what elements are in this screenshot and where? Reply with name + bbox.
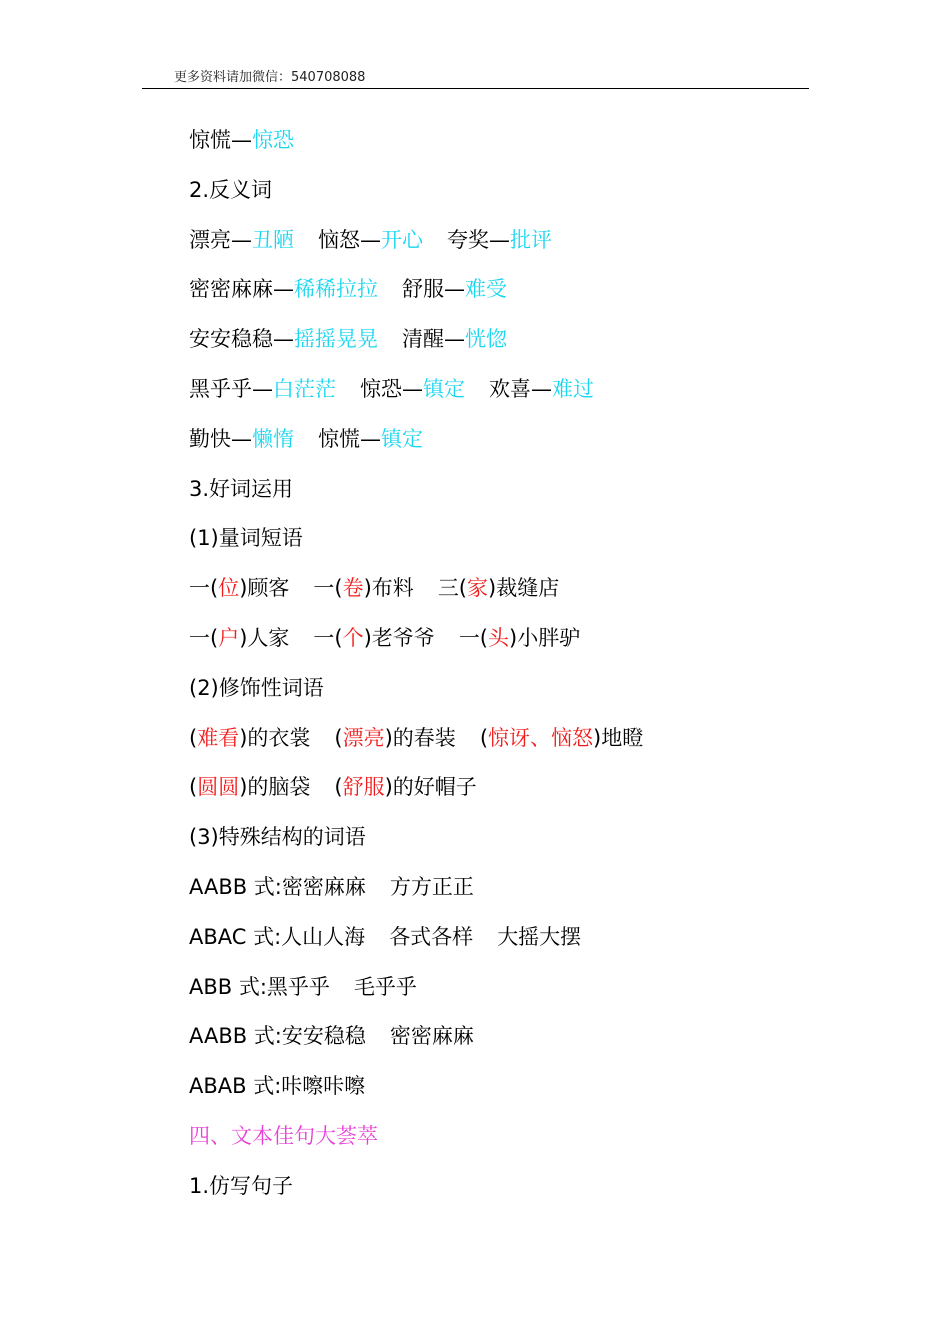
text: )顾客 (239, 576, 290, 601)
section-sentences (189, 1118, 643, 1168)
line-5 (189, 321, 643, 371)
line-14 (189, 769, 643, 819)
answer: 户 (218, 625, 240, 650)
heading: 1.仿写句子 (189, 1173, 294, 1198)
text: 夸奖— (447, 227, 510, 252)
text: 欢喜— (489, 376, 552, 401)
answer: 舒服 (342, 775, 385, 800)
subsection-modifiers (189, 670, 643, 720)
line-11 (189, 620, 643, 670)
page-header: 更多资料请加微信：540708088 (174, 70, 366, 85)
text: ( (479, 725, 489, 750)
text: 一( (313, 576, 343, 601)
text: ABAC 式:人山人海 (189, 924, 366, 949)
line-10 (189, 570, 643, 620)
text: 安安稳稳— (189, 327, 294, 352)
answer: 稀稀拉拉 (294, 277, 378, 302)
text: AABB 式:密密麻麻 (189, 874, 366, 899)
subsection-measure-words (189, 520, 643, 570)
text: ( (189, 775, 198, 800)
section-antonyms (189, 172, 643, 222)
line-16 (189, 869, 643, 919)
text: ( (189, 725, 198, 750)
heading: 3.好词运用 (189, 476, 294, 501)
text: 密密麻麻— (189, 277, 294, 302)
line-6 (189, 371, 643, 421)
text: )裁缝店 (488, 576, 560, 601)
answer: 摇摇晃晃 (294, 327, 378, 352)
answer: 位 (218, 576, 240, 601)
answer: 镇定 (381, 426, 423, 451)
text: 舒服— (402, 277, 465, 302)
answer: 头 (488, 625, 510, 650)
answer: 家 (467, 576, 489, 601)
document-body (189, 122, 643, 1218)
text: 惊恐— (360, 376, 423, 401)
text: )布料 (363, 576, 414, 601)
answer: 镇定 (423, 376, 465, 401)
text: 一( (313, 625, 343, 650)
text: 恼怒— (318, 227, 381, 252)
line-4 (189, 271, 643, 321)
line-17 (189, 919, 643, 969)
text: 大摇大摆 (497, 924, 582, 949)
answer: 开心 (381, 227, 423, 252)
text: ABB 式:黑乎乎 (189, 974, 330, 999)
answer: 卷 (342, 576, 364, 601)
text: 毛乎乎 (353, 974, 417, 999)
answer: 白茫茫 (273, 376, 336, 401)
text: 惊慌— (189, 128, 252, 152)
answer: 圆圆 (197, 775, 240, 800)
text: 一( (189, 576, 219, 601)
text: )地瞪 (593, 725, 644, 750)
text: 黑乎乎— (189, 376, 273, 401)
text: 惊慌— (318, 426, 381, 451)
text: ( (334, 775, 343, 800)
heading: 2.反义词 (189, 177, 273, 202)
subsection-imitation (189, 1168, 643, 1218)
text: ABAB 式:咔嚓咔嚓 (189, 1074, 366, 1099)
answer: 难过 (552, 376, 594, 401)
answer: 个 (342, 625, 364, 650)
answer: 惊恐 (252, 128, 294, 152)
answer: 批评 (510, 227, 552, 252)
text: 各式各样 (389, 924, 474, 949)
text: 清醒— (402, 327, 465, 352)
answer: 难受 (465, 277, 507, 302)
text: )人家 (239, 625, 290, 650)
text: 密密麻麻 (389, 1024, 474, 1049)
line-3 (189, 222, 643, 272)
text: 漂亮— (189, 227, 252, 252)
heading: 四、文本佳句大荟萃 (189, 1123, 378, 1148)
answer: 难看 (197, 725, 240, 750)
text: 勤快— (189, 426, 252, 451)
line-1 (189, 122, 643, 172)
answer: 懒惰 (252, 426, 294, 451)
text: 三( (437, 576, 468, 601)
line-18 (189, 969, 643, 1019)
text: 一( (189, 625, 219, 650)
text: ( (334, 725, 343, 750)
heading: (2)修饰性词语 (189, 675, 324, 700)
heading: (1)量词短语 (189, 526, 303, 551)
line-20 (189, 1068, 643, 1118)
subsection-special-structures (189, 819, 643, 869)
line-7 (189, 421, 643, 471)
section-word-usage (189, 471, 643, 521)
answer: 漂亮 (342, 725, 385, 750)
answer: 惊讶、恼怒 (488, 725, 594, 750)
heading: (3)特殊结构的词语 (189, 825, 366, 850)
header-divider (142, 88, 809, 89)
answer: 丑陋 (252, 227, 294, 252)
answer: 恍惚 (465, 327, 507, 352)
text: )小胖驴 (509, 625, 581, 650)
line-19 (189, 1018, 643, 1068)
text: )老爷爷 (363, 625, 435, 650)
text: 一( (458, 625, 489, 650)
text: 方方正正 (389, 874, 474, 899)
text: )的春装 (384, 725, 456, 750)
text: )的衣裳 (239, 725, 311, 750)
line-13 (189, 720, 643, 770)
text: )的好帽子 (384, 775, 477, 800)
text: )的脑袋 (239, 775, 311, 800)
text: AABB 式:安安稳稳 (189, 1024, 366, 1049)
